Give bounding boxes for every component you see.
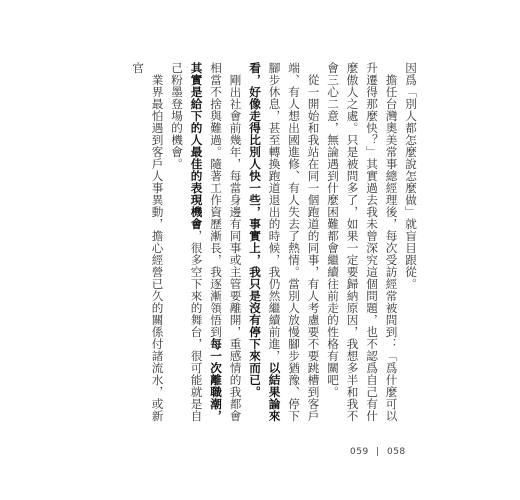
paragraph-text: 因爲「別人都怎麼說怎麼做」就盲目跟從。 — [404, 62, 418, 290]
paragraph-2 — [323, 62, 401, 432]
page-number-footer — [350, 447, 406, 457]
emphasis-text: 以結果論來看，好像走得比別人快一些，事實上，我只是沒有停下來而已。 — [248, 62, 282, 422]
paragraph-1 — [401, 62, 421, 432]
paragraph-3 — [245, 62, 323, 432]
page-number-left: 059 — [350, 447, 369, 457]
paragraph-text: 擔任台灣奧美常事總經理後，每次受訪經常被問到：「爲什麼可以升遷得那麼快？」其實過去我未曾深究這個問題，也不認爲自己有什麼傲人之處。只是被問多了，如果一定要歸納原因，我想多半和我不會三心二意，無論遇到什麼困難都會繼續往前走的性格有關吧。 — [326, 62, 399, 422]
paragraph-text: 剛出社會前幾年，每當身邊有同事或主管要離開，重感情的我都會相當不捨與難過。隨著工作資歷漸長，我逐漸領悟到 — [209, 62, 243, 422]
paragraph-4 — [167, 62, 245, 432]
page-number-separator: | — [376, 447, 380, 457]
vertical-text-body — [128, 62, 421, 432]
paragraph-text: 從一開始和我站在同一個跑道的同事，有人考慮要不要跳槽到客戶端、有人想出國進修、有人失去了熱情。當別人放慢腳步猶豫、停下腳步休息，甚至轉換跑道退出的時候，我仍然繼續前進， — [267, 62, 321, 422]
paragraph-text: 業界最怕遇到客戶人事異動，擔心經營已久的關係付諸流水，或新官 — [131, 62, 165, 422]
emphasis-text: 每一次離職潮，其實是給下的人最佳的表現機會 — [189, 62, 223, 422]
paragraph-text: ，很多空下來的舞台，很可能就是自己粉墨登場的機會。 — [170, 62, 204, 422]
page-number-right: 058 — [386, 447, 406, 457]
paragraph-5 — [128, 62, 167, 432]
